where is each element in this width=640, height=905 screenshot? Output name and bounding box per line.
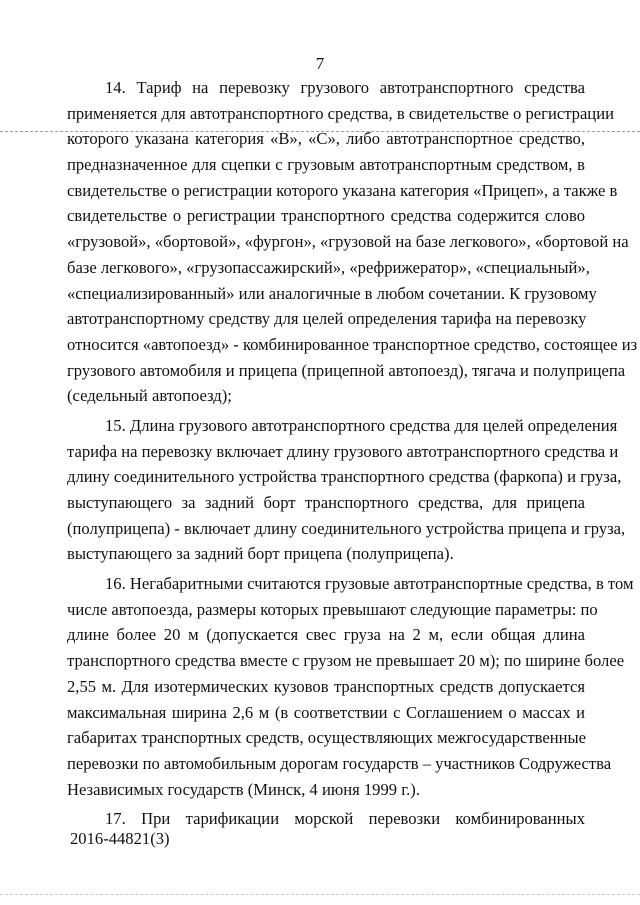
- document-code: 2016-44821(3): [70, 829, 170, 848]
- text-line: 14. Тариф на перевозку грузового автотранспортного средства: [105, 78, 585, 97]
- text-line: тарифа на перевозку включает длину грузового автотранспортного средства и: [67, 441, 619, 461]
- document-body: [67, 75, 638, 836]
- text-line: длине более 20 м (допускается свес груза на 2 м, если общая длина: [67, 625, 585, 645]
- text-line: перевозки по автомобильным дорогам государств – участников Содружества: [67, 753, 612, 773]
- text-line: (полуприцепа) - включает длину соединительного устройства прицепа и груза,: [67, 518, 626, 538]
- paragraph-16: [67, 571, 634, 802]
- text-line: грузового автомобиля и прицепа (прицепной автопоезд), тягача и полуприцепа: [67, 360, 626, 380]
- text-line: «специализированный» или аналогичные в любом сочетании. К грузовому: [67, 283, 597, 303]
- text-line: 15. Длина грузового автотранспортного средства для целей определения: [105, 415, 618, 435]
- text-line: которого указана категория «В», «С», либо автотранспортное средство,: [67, 129, 585, 149]
- text-line: 16. Негабаритными считаются грузовые автотранспортные средства, в том: [105, 574, 634, 594]
- text-line: габаритах транспортных средств, осуществляющих межгосударственные: [67, 728, 587, 748]
- text-line: «грузовой», «бортовой», «фургон», «грузовой на базе легкового», «бортовой на: [67, 232, 629, 252]
- text-line: 17. При тарификации морской перевозки комбинированных: [105, 809, 585, 829]
- scan-artifact-line-bottom: [0, 894, 640, 895]
- text-line: применяется для автотранспортного средства, в свидетельстве о регистрации: [67, 103, 614, 123]
- text-line: максимальная ширина 2,6 м (в соответствии с Соглашением о массах и: [67, 702, 585, 722]
- text-line: выступающего за задний борт прицепа (полуприцепа).: [67, 544, 454, 564]
- text-line: транспортного средства вместе с грузом не превышает 20 м); по ширине более: [67, 651, 625, 671]
- text-line: 2,55 м. Для изотермических кузовов транспортных средств допускается: [67, 676, 585, 696]
- text-line: автотранспортному средству для целей определения тарифа на перевозку: [67, 309, 587, 329]
- text-line: Независимых государств (Минск, 4 июня 1999 г.).: [67, 779, 420, 799]
- paragraph-15: [67, 413, 626, 567]
- text-line: предназначенное для сцепки с грузовым автотранспортным средством, в: [67, 155, 585, 175]
- text-line: числе автопоезда, размеры которых превышают следующие параметры: по: [67, 599, 598, 619]
- text-line: относится «автопоезд» - комбинированное транспортное средство, состоящее из: [67, 334, 638, 354]
- text-line: свидетельстве о регистрации транспортного средства содержится слово: [67, 206, 585, 226]
- page-number: 7: [315, 54, 325, 73]
- text-line: свидетельстве о регистрации которого указана категория «Прицеп», а также в: [67, 180, 618, 200]
- text-line: выступающего за задний борт транспортного средства, для прицепа: [67, 493, 585, 512]
- paragraph-14: [67, 75, 638, 409]
- text-line: базе легкового», «грузопассажирский», «рефрижератор», «специальный»,: [67, 257, 590, 277]
- text-line: (седельный автопоезд);: [67, 386, 232, 406]
- text-line: длину соединительного устройства транспортного средства (фаркопа) и груза,: [67, 467, 622, 487]
